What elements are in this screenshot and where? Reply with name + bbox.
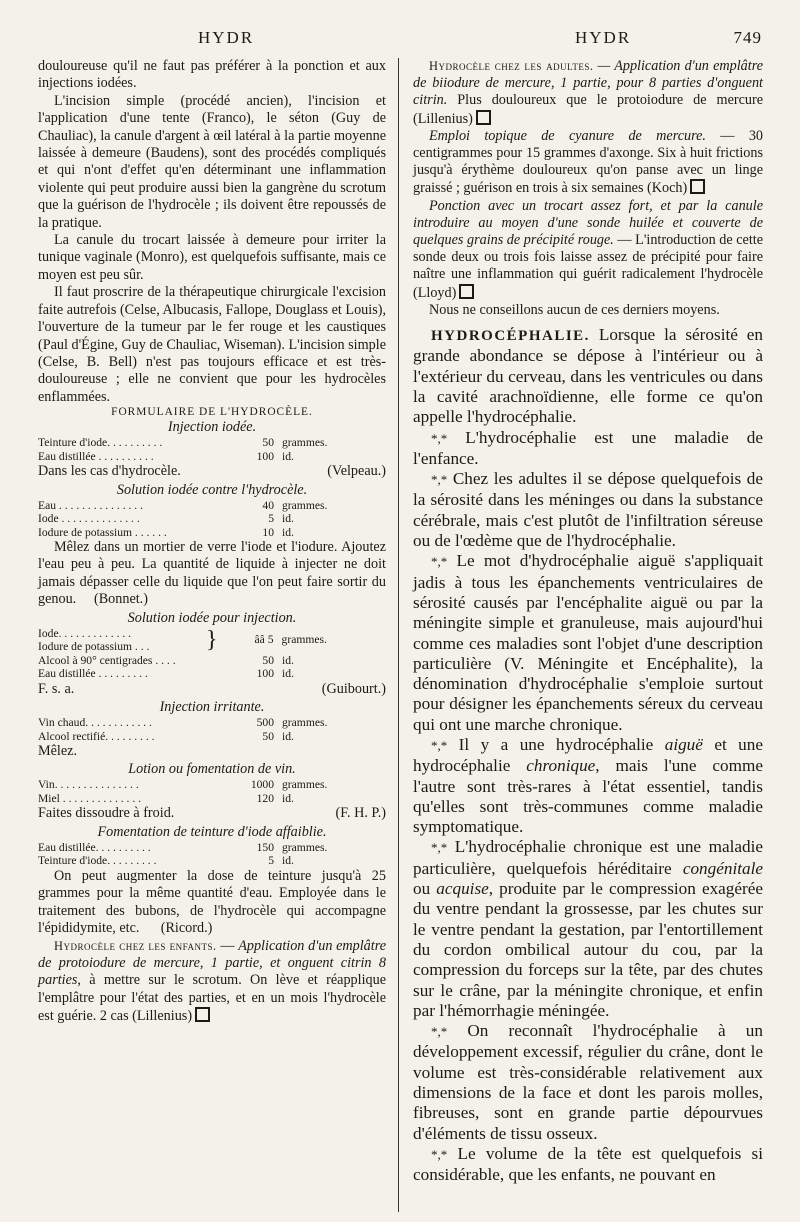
asterism-icon: *,* [431, 554, 448, 570]
ingredient-row: Teinture d'iode. . . . . . . . . . 50 grammes. [38, 436, 328, 450]
paragraph: *,* Chez les adultes il se dépose quelquefois de la sérosité dans les méninges ou dans la substance cérébrale, mais c'est plutôt de l'infiltration séreuse ou de l'œdème que de l'hydrocéphalie. [413, 469, 763, 551]
paragraph: Emploi topique de cyanure de mercure. — 30 centigrammes pour 15 grammes d'axonge. Six à huit frictions jusqu'à érythème douloureux qu'on panse avec un linge graissé ; guérison en trois à six semaines (Koch) [413, 127, 764, 197]
running-header [38, 28, 762, 52]
asterism-icon: *,* [431, 430, 448, 446]
paragraph: Hydrocèle chez les adultes. — Application d'un emplâtre de biiodure de mercure, 1 partie, pour 8 parties d'onguent citrin. Plus douloureux que le protoiodure de mercure (Lillenius) [413, 58, 763, 127]
formula-note-line: Faites dissoudre à froid. (F. H. P.) [38, 805, 386, 822]
ingredient-row: Miel . . . . . . . . . . . . . . 120 id. [38, 791, 294, 805]
asterism-icon: *,* [431, 737, 448, 753]
paragraph: Il faut proscrire de la thérapeutique chirurgicale l'excision faite autrefois (Celse, Albucasis, Fallope, Douglass et Louis), l'ouverture de la tumeur par le fer rouge et les caustiques (Paul d'Égine, Guy de Chauliac, Wiseman). L'incision simple (Celse, B. Bell) n'est pas toujours efficace et est très-douloureuse ; elle ne convient que pour les hydrocèles enflammées. [38, 284, 386, 405]
formula-note-line: F. s. a. (Guibourt.) [38, 680, 386, 697]
ingredient-row: Iode . . . . . . . . . . . . . . 5 id. [38, 512, 294, 526]
ingredient-row: Alcool à 90° centigrades . . . . 50 id. [38, 653, 294, 667]
header-right-word: HYDR [575, 28, 632, 47]
article-headword: HYDROCÉPHALIE. [431, 328, 590, 345]
formula-title: Lotion ou fomentation de vin. [128, 761, 296, 778]
formula-ingredients [38, 499, 386, 540]
asterism-icon: *,* [431, 1024, 448, 1040]
paragraph: douloureuse qu'il ne faut pas préférer à la ponction et aux injections iodées. [38, 58, 386, 92]
ingredient-row: Alcool rectifié. . . . . . . . . 50 id. [38, 729, 294, 743]
asterism-icon: *,* [431, 1146, 448, 1162]
formula-author: (Bonnet.) [93, 591, 148, 608]
formula-title: Solution iodée pour injection. [127, 609, 297, 626]
formula-title: Injection iodée. [167, 419, 257, 436]
formula-note-line: Mêlez. [38, 743, 77, 760]
formula-ingredients [38, 841, 386, 868]
brace-group: Iode. . . . . . . . . . . . . Iodure de potassium . . . } ââ 5 grammes. [38, 626, 327, 654]
paragraph: Hydrocèle chez les enfants. — Application d'un emplâtre de protoiodure de mercure, 1 partie, et onguent citrin 8 parties, à mettre sur le scrotum. On lève et réapplique l'emplâtre pour l'état des parties, et en un mois l'hydrocèle est guérie. 2 cas (Lillenius) [38, 937, 387, 1025]
formula-ingredients [38, 716, 386, 743]
formula-ingredients [38, 627, 386, 681]
column-divider [398, 58, 399, 1212]
paragraph: *,* Il y a une hydrocéphalie aiguë et une hydrocéphalie chronique, mais l'une comme l'autre sont très-rares à l'état essentiel, tandis qu'elles sont très-communes comme maladie symptomatique. [413, 734, 763, 837]
formula-instructions: Mêlez dans un mortier de verre l'iode et l'iodure. Ajoutez l'eau peu à peu. La quantité de liquide à injecter ne doit jamais dépasser celle du liquide que l'on peut faire sortir du genou. (Bonnet.) [38, 539, 386, 608]
ingredient-row: Eau distillée . . . . . . . . . 100 id. [38, 667, 294, 681]
left-column [38, 58, 386, 1026]
ingredient-row: Eau . . . . . . . . . . . . . . . 40 grammes. [38, 498, 328, 512]
ingredient-row: Eau distillée . . . . . . . . . . 100 id. [38, 449, 294, 463]
ingredient-row: Teinture d'iode. . . . . . . . . 5 id. [38, 854, 294, 868]
square-mark-icon [476, 110, 491, 125]
ingredient-row: Vin chaud. . . . . . . . . . . . 500 grammes. [38, 716, 328, 730]
paragraph: On peut augmenter la dose de teinture jusqu'à 25 grammes pour la même quantité d'eau. Employée dans le traitement des bubons, de l'hydrocèle qui accompagne l'épididymite, etc. (Ricord.) [38, 867, 386, 937]
formula-title: Injection irritante. [159, 699, 265, 716]
formula-author: (Ricord.) [160, 920, 213, 937]
paragraph: L'incision simple (procédé ancien), l'incision et l'application d'une tente (Franco), le séton (Guy de Chauliac), la canule d'argent à œil latéral à la partie moyenne laissée à demeure (Baudens), sont des procédés compliqués et qui n'ont d'effet qu'en déterminant une inflammation violente qui peut produire aussi bien la gangrène du scrotum que la guérison de l'hydrocèle ; ils doivent être repoussés de la pratique. [38, 92, 386, 231]
ingredient-row: Vin. . . . . . . . . . . . . . . 1000 grammes. [38, 778, 328, 792]
ingredient-row: Iodure de potassium . . . . . . 10 id. [38, 525, 294, 539]
formula-ingredients [38, 778, 386, 805]
header-left-word: HYDR [198, 28, 255, 47]
article-intro: HYDROCÉPHALIE. Lorsque la sérosité en grande abondance se dépose à l'intérieur ou à l'extérieur du cerveau, dans les ventricules ou dans la cavité arachnoïdienne, elle forme ce qu'on appelle l'hydrocéphalie. [413, 325, 763, 427]
paragraph: *,* L'hydrocéphalie chronique est une maladie particulière, quelquefois héréditaire congénitale ou acquise, produite par le compression exagérée du ventre pendant la grossesse, par les chutes sur le ventre pendant la gestation, par l'entortillement du cordon ombilical autour du cou, par la compression du forceps sur la tête, par des chutes sur le crâne, par la méningite chronique, et enfin par l'hémorrhagie méningée. [413, 837, 764, 1020]
paragraph: *,* Le volume de la tête est quelquefois si considérable, que les enfants, ne pouvant en [413, 1143, 763, 1185]
paragraph: La canule du trocart laissée à demeure pour irriter la tunique vaginale (Monro), est quelquefois suffisante, mais ce moyen est peu sûr. [38, 232, 386, 283]
paragraph: *,* On reconnaît l'hydrocéphalie à un développement excessif, régulier du crâne, dont le volume est très-considérable relativement aux dimensions de la face et dont les parois molles, fibreuses, sont en grande partie dépourvues d'éléments de tissu osseux. [413, 1021, 763, 1143]
paragraph: *,* Le mot d'hydrocéphalie aiguë s'appliquait jadis à tous les épanchements ventriculaires de sérosité causés par l'encéphalite aiguë ou par la méningite simple et granuleuse, mais aujourd'hui comme ces maladies sont l'objet d'une description particulière (V. Méningite et Encéphalite), la dénomination d'hydrocéphalie s'emploie surtout pour désigner les épanchements séreux du cerveau qui ont une marche chronique. [413, 551, 763, 734]
paragraph: *,* L'hydrocéphalie est une maladie de l'enfance. [413, 427, 763, 468]
square-mark-icon [459, 284, 474, 299]
formula-title: Solution iodée contre l'hydrocèle. [116, 481, 308, 498]
paragraph: Ponction avec un trocart assez fort, et par la canule introduire au moyen d'une sonde huilée et couverte de quelques grains de précipité rouge. — L'introduction de cette sonde deux ou trois fois laisse assez de précipité pour faire naître une inflammation qui guérit radicalement l'hydrocèle (Lloyd) [413, 197, 763, 301]
formulaire-heading: FORMULAIRE DE L'HYDROCÈLE. [111, 406, 313, 419]
ingredient-row: Eau distillée. . . . . . . . . . 150 grammes. [38, 840, 328, 854]
right-column [413, 58, 763, 1186]
asterism-icon: *,* [431, 840, 448, 856]
formula-title: Fomentation de teinture d'iode affaiblie. [97, 823, 327, 840]
page-number: 749 [733, 28, 762, 47]
formula-note-line: Dans les cas d'hydrocèle. (Velpeau.) [38, 463, 386, 480]
paragraph: Nous ne conseillons aucun de ces derniers moyens. [429, 301, 720, 318]
asterism-icon: *,* [431, 472, 448, 488]
formula-ingredients [38, 436, 386, 463]
square-mark-icon [195, 1007, 210, 1022]
square-mark-icon [690, 179, 705, 194]
